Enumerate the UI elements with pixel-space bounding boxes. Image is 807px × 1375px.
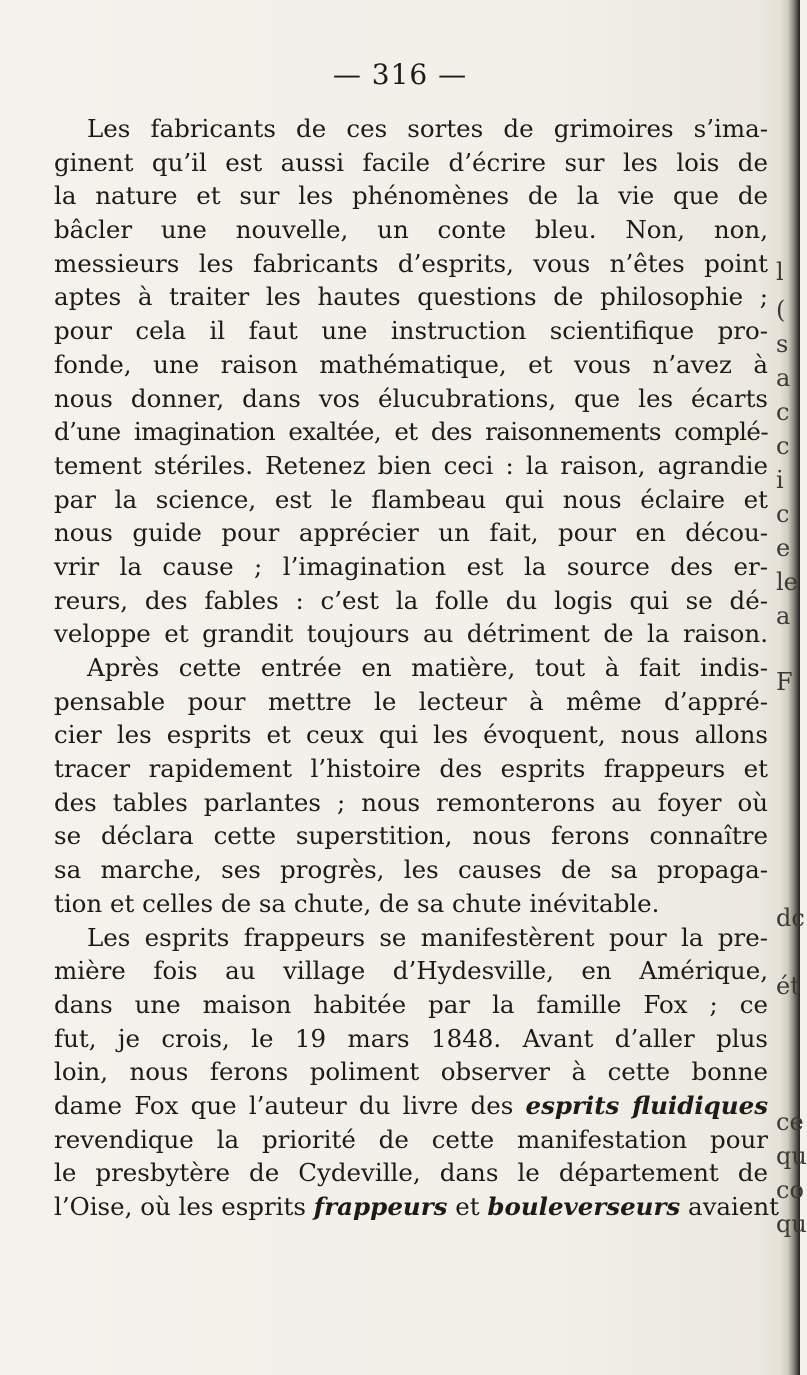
edge-fragment: c — [776, 432, 790, 460]
text-line: bâcler une nouvelle, un conte bleu. Non, non, — [54, 215, 768, 245]
text-line: tement stériles. Retenez bien ceci : la raison, agrandie — [54, 450, 768, 480]
edge-fragment: qu — [776, 1142, 807, 1170]
text-line: fonde, une raison mathématique, et vous n’avez à — [54, 349, 768, 379]
text-line: cier les esprits et ceux qui les évoquent, nous allons — [54, 720, 768, 750]
text-segment: avaient — [687, 1192, 779, 1221]
text-line: revendique la priorité de cette manifestation pour — [54, 1124, 768, 1154]
edge-fragment: F — [776, 668, 793, 696]
text-line: nous guide pour apprécier un fait, pour en décou- — [54, 518, 768, 548]
text-line: tion et celles de sa chute, de sa chute inévitable. — [54, 888, 660, 918]
edge-fragment: l — [776, 258, 784, 286]
text-line: vrir la cause ; l’imagination est la source des er- — [54, 551, 768, 581]
text-line-with-italic — [54, 1089, 768, 1123]
text-line: fut, je crois, le 19 mars 1848. Avant d’aller plus — [54, 1023, 768, 1053]
edge-fragment: s — [776, 330, 789, 358]
edge-fragment: qu — [776, 1210, 807, 1238]
text-line: sa marche, ses progrès, les causes de sa propaga- — [54, 855, 768, 885]
text-line: se déclara cette superstition, nous ferons connaître — [54, 821, 768, 851]
text-line: reurs, des fables : c’est la folle du logis qui se dé- — [54, 585, 768, 615]
edge-fragment: ( — [776, 296, 786, 324]
text-line: Les fabricants de ces sortes de grimoires s’ima- — [87, 114, 768, 143]
text-line: Après cette entrée en matière, tout à fait indis- — [87, 653, 768, 682]
edge-fragment: ce — [776, 1108, 804, 1136]
facing-page-letters — [776, 0, 807, 1375]
text-line: dans une maison habitée par la famille Fox ; ce — [54, 989, 768, 1019]
text-line: loin, nous ferons poliment observer à cette bonne — [54, 1057, 768, 1087]
text-line: aptes à traiter les hautes questions de philosophie ; — [54, 282, 768, 312]
text-segment: et — [455, 1192, 480, 1221]
edge-fragment: i — [776, 466, 784, 494]
text-line: par la science, est le flambeau qui nous éclaire et — [54, 484, 768, 514]
text-line: mière fois au village d’Hydesville, en Amérique, — [54, 956, 768, 986]
body-text — [54, 112, 779, 1224]
italic-term: frappeurs — [313, 1192, 448, 1221]
text-segment: dame Fox que l’auteur du livre des — [54, 1090, 514, 1120]
edge-fragment: c — [776, 500, 790, 528]
text-line: d’une imagination exaltée, et des raisonnements complé- — [54, 417, 768, 447]
text-line: pour cela il faut une instruction scientifique pro- — [54, 316, 768, 346]
text-line: pensable pour mettre le lecteur à même d’appré- — [54, 686, 768, 716]
text-line: la nature et sur les phénomènes de la vie que de — [54, 181, 768, 211]
edge-fragment: e — [776, 534, 791, 562]
text-line: ginent qu’il est aussi facile d’écrire sur les lois de — [54, 147, 768, 177]
edge-fragment: a — [776, 364, 791, 392]
text-line-with-italic — [54, 1190, 779, 1224]
edge-fragment: c — [776, 398, 790, 426]
text-line: nous donner, dans vos élucubrations, que les écarts — [54, 383, 768, 413]
italic-term: esprits fluidiques — [525, 1090, 768, 1120]
edge-fragment: co — [776, 1176, 804, 1204]
page-number: — 316 — — [332, 58, 468, 91]
edge-fragment: ét — [776, 972, 800, 1000]
italic-term: bouleverseurs — [487, 1192, 681, 1221]
edge-fragment: dc — [776, 904, 805, 932]
text-line: des tables parlantes ; nous remonterons au foyer où — [54, 787, 768, 817]
text-segment: l’Oise, où les esprits — [54, 1192, 306, 1221]
text-line: Les esprits frappeurs se manifestèrent pour la pre- — [87, 922, 768, 952]
edge-fragment: a — [776, 602, 791, 630]
text-line: tracer rapidement l’histoire des esprits frappeurs et — [54, 754, 768, 784]
edge-fragment: le — [776, 568, 798, 596]
text-line: le presbytère de Cydeville, dans le département de — [54, 1158, 768, 1188]
text-line: messieurs les fabricants d’esprits, vous n’êtes point — [54, 248, 768, 278]
text-line: veloppe et grandit toujours au détriment de la raison. — [54, 619, 768, 649]
